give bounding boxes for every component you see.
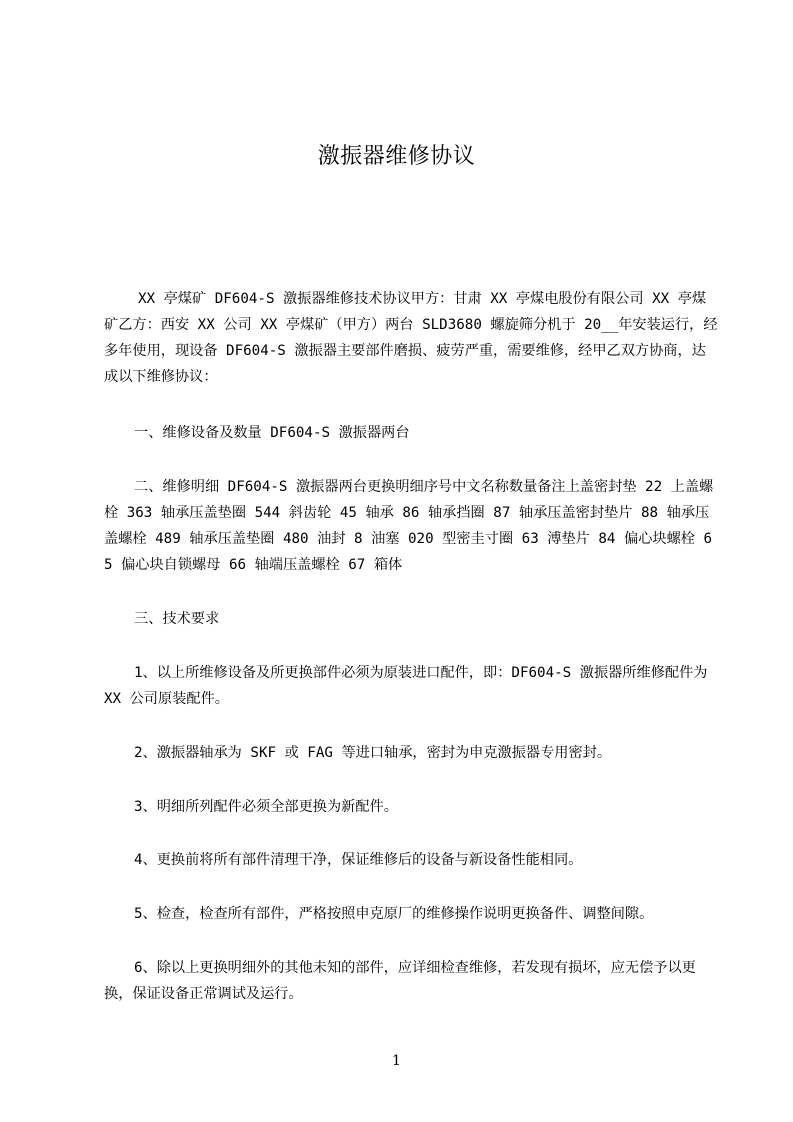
requirement-1: 1、以上所维修设备及所更换部件必须为原装进口配件，即：DF604-S 激振器所维修配件为 XX 公司原装配件。 — [104, 665, 708, 707]
section-3-heading: 三、技术要求 — [134, 611, 220, 627]
requirement-4: 4、更换前将所有部件清理干净，保证维修后的设备与新设备性能相同。 — [134, 852, 583, 868]
section-1-heading: 一、维修设备及数量 DF604-S 激振器两台 — [134, 425, 410, 441]
intro-paragraph: XX 亭煤矿 DF604-S 激振器维修技术协议甲方：甘肃 XX 亭煤电股份有限公司 XX 亭煤矿乙方：西安 XX 公司 XX 亭煤矿（甲方）两台 SLD3680 螺旋筛分机于 20__年安装运行，经多年使用，现设备 DF604-S 激振器主要部件磨损、疲劳严重，需要维修，经甲乙双方协商，达成以下维修协议： — [104, 291, 718, 385]
section-2-paragraph: 二、维修明细 DF604-S 激振器两台更换明细序号中文名称数量备注上盖密封垫 22 上盖螺栓 363 轴承压盖垫圈 544 斜齿轮 45 轴承 86 轴承挡圈 87 轴承压盖密封垫片 88 轴承压盖螺栓 489 轴承压盖垫圈 480 油封 8 油塞 020 型密圭寸圈 63 溥垫片 84 偏心块螺栓 65 偏心块自锁螺母 66 轴端压盖螺栓 67 箱体 — [104, 479, 714, 573]
page-number: 1 — [392, 1053, 401, 1069]
document-title: 激振器维修协议 — [317, 144, 476, 169]
requirement-5: 5、检查，检查所有部件，严格按照申克原厂的维修操作说明更换备件、调整间隙。 — [134, 906, 654, 922]
requirement-3: 3、明细所列配件必须全部更换为新配件。 — [134, 799, 398, 815]
requirement-2: 2、激振器轴承为 SKF 或 FAG 等进口轴承，密封为申克激振器专用密封。 — [134, 745, 612, 761]
requirement-6: 6、除以上更换明细外的其他未知的部件，应详细检查维修，若发现有损坏，应无偿予以更换，保证设备正常调试及运行。 — [104, 960, 696, 1002]
